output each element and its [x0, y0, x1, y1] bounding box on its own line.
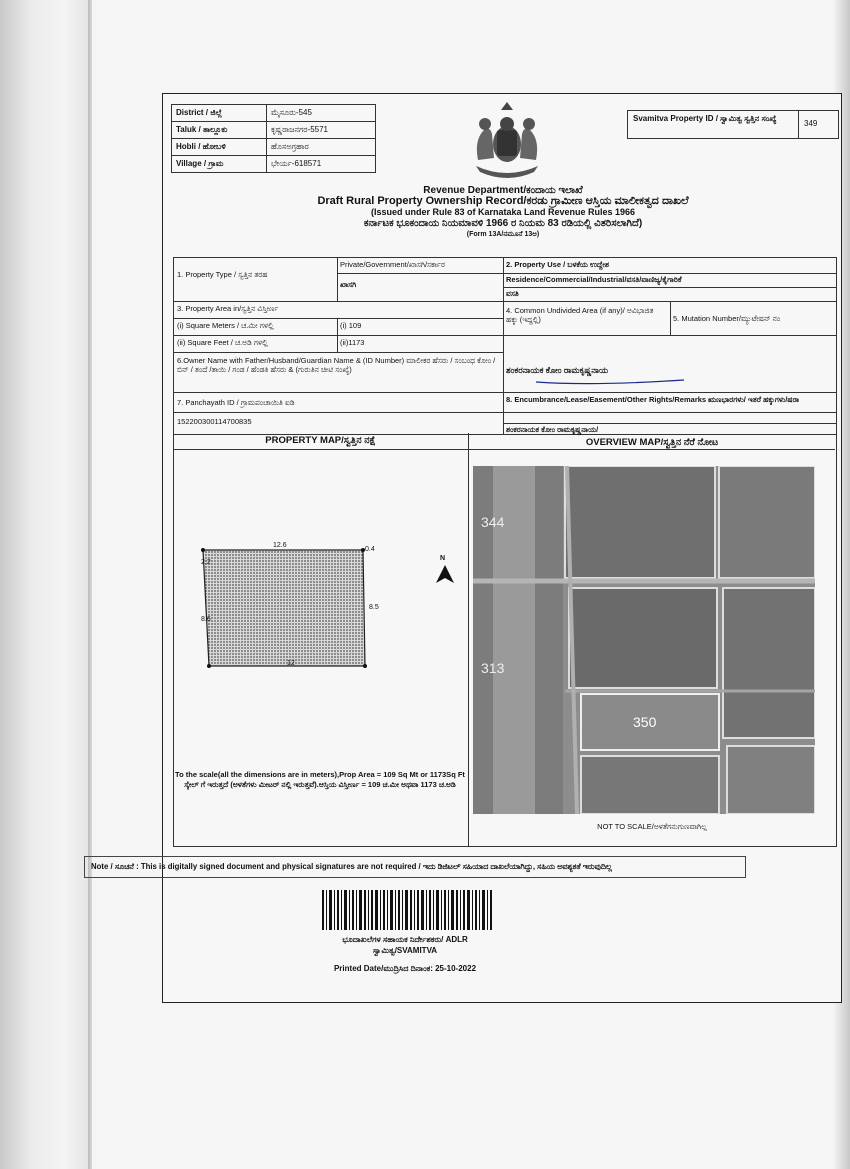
taluk-label: Taluk / ತಾಲ್ಲೂಕು: [172, 122, 267, 139]
record-title: Draft Rural Property Ownership Record/ಕರಡು ಗ್ರಾಮೀಣ ಆಸ್ತಿಯ ಮಾಲೀಕತ್ವದ ದಾಖಲೆ: [317, 195, 689, 207]
svamitva-id-box: [627, 110, 839, 139]
signatory-title: ಭೂದಾಖಲೆಗಳ ಸಹಾಯಕ ನಿರ್ದೇಶಕರು/ ADLR: [342, 935, 468, 944]
plot-label-344: 344: [481, 514, 505, 530]
rule-kannada: ಕರ್ನಾಟಕ ಭೂಕಂದಾಯ ನಿಯಮಾವಳಿ 1966 ರ ನಿಯಮ 83 ರಡಿಯಲ್ಲಿ ವಿತರಿಸಲಾಗಿದೆ): [363, 218, 643, 229]
plot-shape: [203, 550, 365, 666]
owner-underline: [534, 376, 694, 386]
barcode-icon: [320, 888, 494, 932]
svamitva-label: Svamitva Property ID / ಸ್ವಾಮಿತ್ವ ಸ್ವತ್ತಿನ ಸಂಖ್ಯೆ: [633, 114, 777, 123]
north-arrow-icon: [435, 564, 455, 584]
common-area-label: 4. Common Undivided Area (if any)/ ಅವಿಭಾಜಿತ ಹಕ್ಕು (ಇದ್ದಲ್ಲಿ): [506, 306, 654, 324]
not-to-scale-note: NOT TO SCALE/ಅಳತೆಗನುಗುಣವಾಗಿಲ್ಲ: [597, 822, 707, 831]
folded-page-edge: [0, 0, 92, 1169]
owner-value: ಶಂಕರನಾಯಕ ಕೋಂ ರಾಮಕೃಷ್ಣನಾಯ: [506, 365, 609, 375]
encumbrance-label: 8. Encumbrance/Lease/Easement/Other Rights/Remarks ಋಣಭಾರಗಳು/ ಇತರೆ ಹಕ್ಕುಗಳು/ಷರಾ: [506, 395, 800, 404]
property-plot-drawing: [193, 542, 393, 672]
district-label: District / ಜಿಲ್ಲೆ: [172, 105, 267, 122]
signatory-org: ಸ್ವಾಮಿತ್ವ/SVAMITVA: [372, 946, 438, 955]
rule-english: (Issued under Rule 83 of Karnataka Land Revenue Rules 1966: [370, 207, 636, 217]
dim-top-label: 12.6: [273, 542, 287, 549]
location-table: [171, 104, 376, 173]
sqm-value: (i) 109: [340, 321, 362, 330]
printed-date: Printed Date/ಮುದ್ರಿಸಿದ ದಿನಾಂಕ: 25-10-2022: [333, 964, 477, 973]
encumbrance-value: ಶಂಕರನಾಯಕ ಕೋಂ ರಾಮಕೃಷ್ಣನಾಯ/: [506, 425, 599, 434]
dept-title: Revenue Department/ಕಂದಾಯ ಇಲಾಖೆ: [423, 185, 583, 196]
sqft-label: (ii) Square Feet / ಚ.ಅಡಿ ಗಳಲ್ಲಿ: [177, 338, 268, 347]
dim-left-top-label: 2.2: [201, 559, 211, 566]
scale-note-kannada: ಸ್ಕೇಲ್ ಗೆ ಇರುತ್ತದೆ (ಅಳತೆಗಳು ಮೀಟರ್ ನಲ್ಲಿ ಇರುತ್ತವೆ).ಆಸ್ತಿಯ ವಿಸ್ತೀರ್ಣ = 109 ಚ.ಮೀ ಅಥವಾ 1173 ಚ.ಅಡಿ: [184, 779, 456, 789]
property-use-value: ವಸತಿ: [506, 289, 519, 298]
dim-bottom-label: 12: [287, 660, 295, 667]
sqft-value: (ii)1173: [340, 338, 365, 347]
location-row: [172, 105, 376, 122]
area-label: 3. Property Area in/ಸ್ವತ್ತಿನ ವಿಸ್ತೀರ್ಣ: [177, 304, 279, 313]
property-type-label: 1. Property Type / ಸ್ವತ್ತಿನ ತರಹ: [177, 270, 268, 279]
property-map-title: PROPERTY MAP/ಸ್ವತ್ತಿನ ನಕ್ಷೆ: [265, 435, 376, 446]
north-label: N: [440, 555, 446, 562]
village-value: ಭೇರ್ಯ-618571: [267, 156, 376, 173]
location-row: [172, 156, 376, 173]
hobli-value: ಹೊಸಅಗ್ರಹಾರ: [267, 139, 376, 156]
village-label: Village / ಗ್ರಾಮ: [172, 156, 267, 173]
dim-right-label: 8.5: [369, 604, 379, 611]
sqm-label: (i) Square Meters / ಚ.ಮೀ ಗಳಲ್ಲಿ: [177, 321, 274, 330]
aerial-overview-image: [473, 466, 815, 814]
scale-note-english: To the scale(all the dimensions are in meters),Prop Area = 109 Sq Mt or 1173Sq Ft: [175, 770, 465, 779]
paper: [92, 0, 834, 1169]
svamitva-value: 349: [804, 119, 818, 128]
property-type-value: ಖಾಸಗಿ: [340, 280, 357, 289]
dim-left-label: 8.6: [201, 616, 211, 623]
panchayath-label: 7. Panchayath ID / ಗ್ರಾಮಪಂಚಾಯಿತಿ ಐಡಿ: [177, 398, 295, 407]
digital-signature-note: Note / ಸೂಚನೆ : This is digitally signed document and physical signatures are not required / ಇದು ಡಿಜಿಟಲ್ ಸಹಿಯಾದ ದಾಖಲೆಯಾಗಿದ್ದು, ಸಹಿಯ ಅವಶ್ಯಕತೆ ಇರುವುದಿಲ್ಲ: [84, 856, 746, 878]
plot-label-350: 350: [633, 714, 657, 730]
panchayath-value: 152200300114700835: [177, 417, 252, 426]
location-row: [172, 122, 376, 139]
overview-map-title: OVERVIEW MAP/ಸ್ವತ್ತಿನ ನೆರೆ ನೋಟ: [585, 437, 719, 448]
district-value: ಮೈಸೂರು-545: [267, 105, 376, 122]
owner-label: 6.Owner Name with Father/Husband/Guardian Name & (ID Number) ಮಾಲೀಕರ ಹೆಸರು / ಸಂಬಂಧ ಕೋಂ / ಬಿನ್ / ತಂದೆ /ತಾಯಿ / ಗಂಡ / ಹೆಂಡತಿ ಹೆಸರು & (ಗುರುತಿನ ಚೀಟಿ ಸಂಖ್ಯೆ): [177, 356, 496, 374]
karnataka-emblem-icon: [468, 100, 546, 180]
fields-grid: [173, 257, 837, 435]
location-row: [172, 139, 376, 156]
mutation-label: 5. Mutation Number/ಮ್ಯುಟೇಷನ್ ನಂ: [673, 314, 781, 323]
svamitva-divider: [798, 111, 799, 138]
property-type-options: Private/Government/ಖಾಸಗಿ/ಸರ್ಕಾರ: [340, 260, 445, 269]
property-use-options: Residence/Commercial/Industrial/ವಸತಿ/ವಾಣಿಜ್ಯ/ಕೈಗಾರಿಕೆ: [506, 275, 682, 284]
hobli-label: Hobli / ಹೋಬಳಿ: [172, 139, 267, 156]
taluk-value: ಕೃಷ್ಣರಾಜನಗರ-5571: [267, 122, 376, 139]
document-title-block: [243, 185, 763, 240]
plot-label-313: 313: [481, 660, 505, 676]
property-use-label: 2. Property Use / ಬಳಕೆಯ ಉದ್ದೇಶ: [506, 260, 610, 269]
scale-note-block: [175, 770, 465, 789]
dim-right-top-label: 0.4: [365, 546, 375, 553]
form-number: (Form 13A/ನಮೂನೆ 13ಅ): [466, 231, 540, 238]
